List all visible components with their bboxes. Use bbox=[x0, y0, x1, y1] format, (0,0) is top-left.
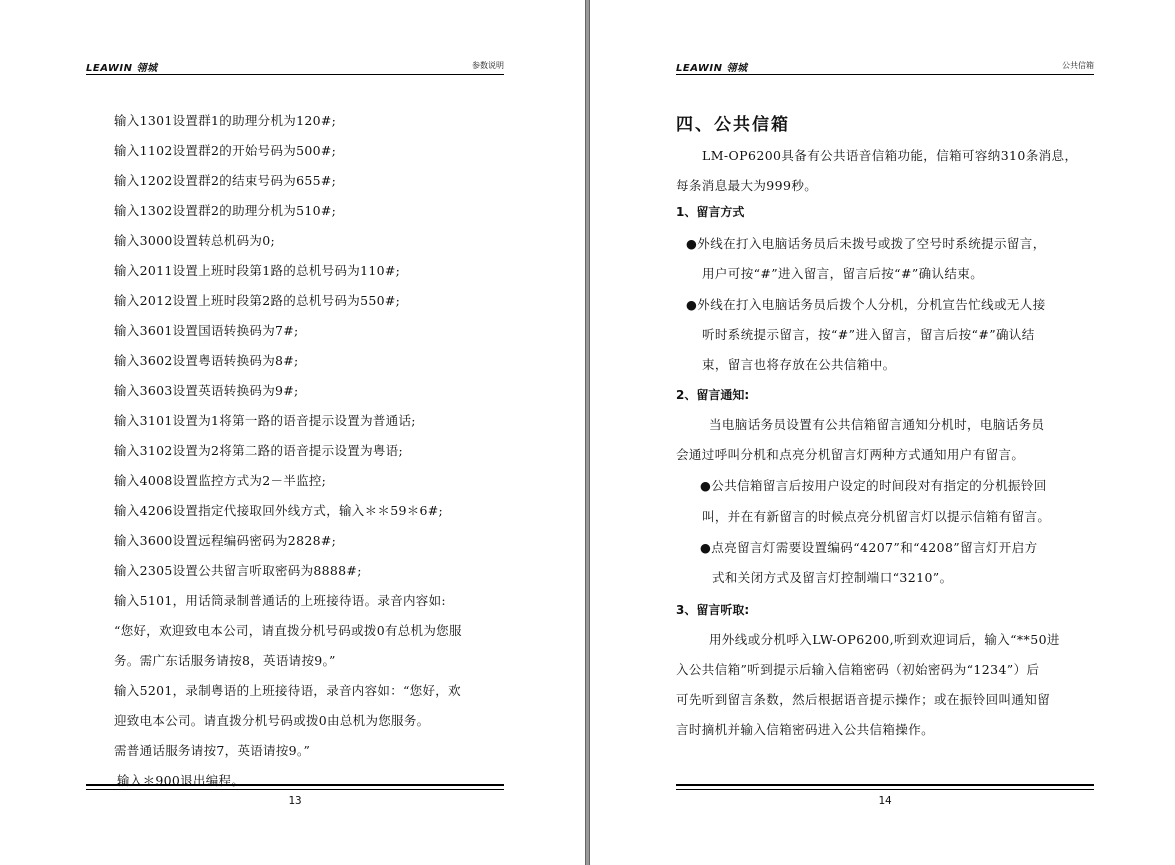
page-title: 四、公共信箱 bbox=[676, 115, 790, 135]
list-item: 输入2011设置上班时段第1路的总机号码为110#; bbox=[114, 263, 401, 278]
list-item: 输入3601设置国语转换码为7#; bbox=[114, 323, 299, 338]
list-item: 输入2012设置上班时段第2路的总机号码为550#; bbox=[114, 293, 401, 308]
list-item: 输入1102设置群2的开始号码为500#; bbox=[114, 143, 337, 158]
header-rule bbox=[86, 74, 504, 75]
bullet-line: 式和关闭方式及留言灯控制端口“3210”。 bbox=[712, 570, 953, 585]
list-item: 输入2305设置公共留言听取密码为8888#; bbox=[114, 563, 362, 578]
list-item: 务。需广东话服务请按8，英语请按9。” bbox=[114, 653, 336, 668]
page-header bbox=[86, 59, 504, 73]
list-item: 输入5101，用话筒录制普通话的上班接待语。录音内容如: bbox=[114, 593, 446, 608]
paragraph-line: 言时摘机并输入信箱密码进入公共信箱操作。 bbox=[676, 722, 935, 737]
footer-rule bbox=[676, 784, 1094, 790]
page-number: 13 bbox=[288, 794, 302, 807]
bullet-line: ●公共信箱留言后按用户设定的时间段对有指定的分机振铃回 bbox=[700, 478, 1047, 493]
list-item: 输入1301设置群1的助理分机为120#; bbox=[114, 113, 337, 128]
list-item: 输入4008设置监控方式为2－半监控; bbox=[114, 473, 327, 488]
page-header bbox=[676, 59, 1094, 73]
list-item: 需普通话服务请按7，英语请按9。” bbox=[114, 743, 311, 758]
list-item: 输入3101设置为1将第一路的语音提示设置为普通话; bbox=[114, 413, 416, 428]
list-item: 输入3600设置远程编码密码为2828#; bbox=[114, 533, 337, 548]
right-page bbox=[589, 0, 1175, 865]
section-heading: 2、留言通知: bbox=[676, 388, 750, 402]
list-item: 输入＊900退出编程。 bbox=[117, 773, 245, 788]
paragraph-line: 入公共信箱”听到提示后输入信箱密码（初始密码为“1234”）后 bbox=[676, 662, 1040, 677]
bullet-line: 束，留言也将存放在公共信箱中。 bbox=[702, 357, 896, 372]
section-label: 公共信箱 bbox=[1062, 61, 1094, 70]
brand-logo: LEAWIN 翎城 bbox=[676, 63, 748, 74]
list-item: 输入4206设置指定代接取回外线方式，输入＊＊59＊6#; bbox=[114, 503, 444, 518]
bullet-line: 叫，并在有新留言的时候点亮分机留言灯以提示信箱有留言。 bbox=[702, 509, 1051, 524]
footer-rule bbox=[86, 784, 504, 790]
list-item: 输入1202设置群2的结束号码为655#; bbox=[114, 173, 337, 188]
left-page bbox=[0, 0, 586, 865]
bullet-line: 用户可按“#”进入留言，留言后按“#”确认结束。 bbox=[702, 266, 984, 281]
list-item: 迎致电本公司。请直拨分机号码或拨0由总机为您服务。 bbox=[114, 713, 430, 728]
list-item: 输入3602设置粤语转换码为8#; bbox=[114, 353, 299, 368]
paragraph-line: 当电脑话务员设置有公共信箱留言通知分机时，电脑话务员 bbox=[709, 417, 1045, 432]
list-item: 输入3603设置英语转换码为9#; bbox=[114, 383, 299, 398]
intro-line: 每条消息最大为999秒。 bbox=[676, 178, 818, 193]
section-heading: 1、留言方式 bbox=[676, 205, 745, 219]
paragraph-line: 会通过呼叫分机和点亮分机留言灯两种方式通知用户有留言。 bbox=[676, 447, 1025, 462]
section-label: 参数说明 bbox=[472, 61, 504, 70]
bullet-line: ●外线在打入电脑话务员后未拨号或拨了空号时系统提示留言， bbox=[686, 236, 1046, 251]
bullet-line: ●点亮留言灯需要设置编码“4207”和“4208”留言灯开启方 bbox=[700, 540, 1038, 555]
parameter-list bbox=[114, 106, 514, 796]
brand-logo: LEAWIN 翎城 bbox=[86, 63, 158, 74]
page-number: 14 bbox=[878, 794, 892, 807]
paragraph-line: 可先听到留言条数，然后根据语音提示操作；或在振铃回叫通知留 bbox=[676, 692, 1051, 707]
bullet-line: ●外线在打入电脑话务员后拨个人分机，分机宣告忙线或无人接 bbox=[686, 297, 1046, 312]
section-heading: 3、留言听取: bbox=[676, 603, 750, 617]
bullet-line: 听时系统提示留言，按“#”进入留言，留言后按“#”确认结 bbox=[702, 327, 1035, 342]
header-rule bbox=[676, 74, 1094, 75]
list-item: “您好，欢迎致电本公司，请直拨分机号码或拨0有总机为您服 bbox=[114, 623, 462, 638]
list-item: 输入3000设置转总机码为0; bbox=[114, 233, 275, 248]
list-item: 输入5201，录制粤语的上班接待语，录音内容如：“您好，欢 bbox=[114, 683, 461, 698]
paragraph-line: 用外线或分机呼入LW-OP6200,听到欢迎词后，输入“**50进 bbox=[709, 632, 1060, 647]
list-item: 输入1302设置群2的助理分机为510#; bbox=[114, 203, 337, 218]
list-item: 输入3102设置为2将第二路的语音提示设置为粤语; bbox=[114, 443, 403, 458]
intro-line: LM-OP6200具备有公共语音信箱功能，信箱可容纳310条消息， bbox=[702, 148, 1078, 163]
